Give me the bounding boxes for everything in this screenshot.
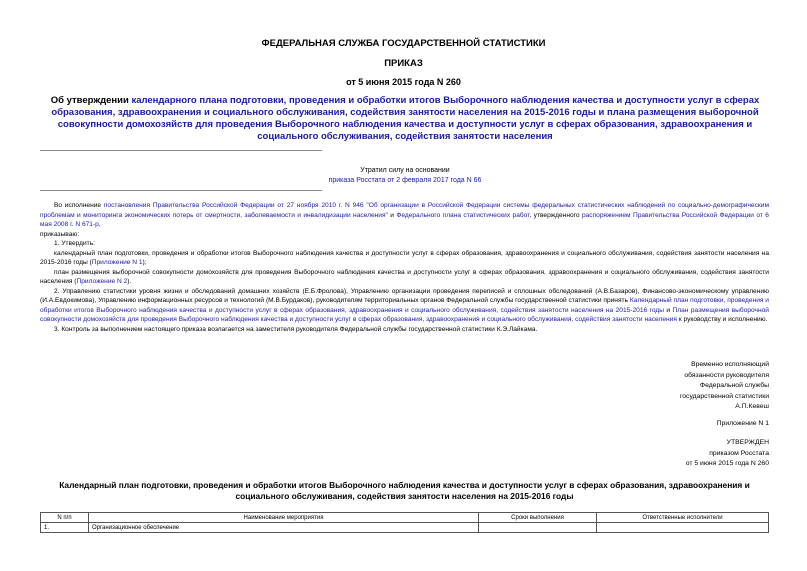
item-1a-end: ); <box>142 259 147 266</box>
item-1: 1. Утвердить: <box>54 240 95 247</box>
approved-by: приказом Росстата <box>709 449 769 457</box>
order-title <box>40 95 770 143</box>
federal-plan-link[interactable]: Федерального плана статистических работ <box>396 211 530 219</box>
doc-type: ПРИКАЗ <box>384 58 423 69</box>
item-1b-end: ). <box>127 278 132 285</box>
signature-block <box>600 360 769 413</box>
item-2-mid: и <box>663 306 673 314</box>
resolution-946-link[interactable]: постановления Правительства Российской Федерации от 27 ноября 2010 г. N 946 "Об организации в Российской Федерации системы федеральных статистических наблюдений по социально-демографическим проблемам и мониторинга экономических потерь от смертности, заболеваемости и инвалидизации населения" <box>40 202 769 219</box>
calendar-plan-link[interactable]: Календарный план подготовки, проведения и обработки итогов Выборочного наблюдения качества и доступности услуг в сферах образования, здравоохранения и социального обслуживания, содействия занятости населения на 2015-2016 годы <box>40 297 769 314</box>
revoked-line: Утратил силу на основании <box>360 167 450 174</box>
preamble-text-4: , <box>98 221 101 228</box>
item-2-end: к руководству и исполнению. <box>676 316 768 323</box>
plan-table <box>40 512 769 533</box>
signature-line-2: обязанности руководителя <box>684 371 769 379</box>
item-1a-text: календарный план подготовки, проведения и обработки итогов Выборочного наблюдения качества и доступности услуг в сферах образования, здравоохранения и социального обслуживания, содействия занятости населения на 2015-2016 годы ( <box>40 249 769 266</box>
order-671r-link[interactable]: распоряжением Правительства Российской Федерации от 6 мая 2008 г. N 671-р <box>40 211 769 228</box>
appendix-1-link[interactable]: Приложение N 1 <box>91 259 143 266</box>
order-date-number: от 5 июня 2015 года N 260 <box>346 77 461 87</box>
col-number: N п/п <box>41 513 89 523</box>
signature-line-3: Федеральной службы <box>699 382 769 389</box>
item-1b <box>40 268 769 287</box>
revoked-note <box>240 166 570 186</box>
preamble-text-1: Во исполнение <box>54 202 104 209</box>
table-header-row <box>41 513 769 523</box>
order-body <box>40 201 769 334</box>
signature-line-4: государственной статистики <box>679 392 769 400</box>
col-activity: Наименование мероприятия <box>89 513 479 523</box>
agency-name: ФЕДЕРАЛЬНАЯ СЛУЖБА ГОСУДАРСТВЕННОЙ СТАТИСТИКИ <box>261 38 546 49</box>
revoked-link[interactable]: приказа Росстата от 2 февраля 2017 года N 66 <box>328 177 482 184</box>
approved-date: от 5 июня 2015 года N 260 <box>685 460 769 467</box>
title-prefix: Об утверждении <box>50 95 132 106</box>
divider-bottom <box>40 190 322 191</box>
item-2 <box>40 287 769 325</box>
approval-block <box>600 438 769 470</box>
row-activity: Организационное обеспечение <box>89 523 479 533</box>
order-word: приказываю: <box>40 230 80 238</box>
appendix-2-link[interactable]: Приложение N 2 <box>76 278 128 285</box>
table-row <box>41 523 769 533</box>
row-number: 1. <box>41 523 89 533</box>
preamble <box>40 201 769 230</box>
col-responsible: Ответственные исполнители <box>597 513 769 523</box>
item-3: 3. Контроль за выполнением настоящего приказа возлагается на заместителя руководителя Федеральной службы государственной статистики К.Э.Лайкама. <box>54 325 538 333</box>
col-deadline: Сроки выполнения <box>479 513 597 523</box>
plan-title: Календарный план подготовки, проведения и обработки итогов Выборочного наблюдения качества и доступности услуг в сферах образования, здравоохранения и социального обслуживания, содействия занятости населения на 2015-2016 годы <box>59 480 750 501</box>
row-deadline <box>479 523 597 533</box>
preamble-text-2: и <box>387 211 397 219</box>
appendix-label: Приложение N 1 <box>716 420 769 427</box>
row-responsible <box>597 523 769 533</box>
divider-top <box>40 150 322 151</box>
signature-name: А.П.Кевеш <box>735 403 769 410</box>
approved-word: УТВЕРЖДЕН <box>726 439 769 446</box>
signature-line-1: Временно исполняющий <box>691 361 769 368</box>
item-1a <box>40 249 769 268</box>
item-2-text: 2. Управлению статистики уровня жизни и обследований домашних хозяйств (Е.Б.Фролова), Управлению организации проведения переписей и сплошных обследований (А.В.Базаров), Финансово-экономическому управлению (И.А.Евдокимова), Управлению информационных ресурсов и технологий (М.В.Бурдаков), руководителям территориальных органов Федеральной службы государственной статистики принять <box>40 287 769 304</box>
sample-plan-link[interactable]: План размещения выборочной совокупности домохозяйств для проведения Выборочного наблюдения качества и доступности услуг в сферах образования, здравоохранения и социального обслуживания, содействия занятости населения <box>40 306 769 323</box>
preamble-text-3: , утвержденного <box>529 211 582 219</box>
title-link[interactable]: календарного плана подготовки, проведения и обработки итогов Выборочного наблюдения качества и доступности услуг в сферах образования, здравоохранения и социального обслуживания, содействия занятости населения на 2015-2016 годы и плана размещения выборочной совокупности домохозяйств для проведения Выборочного наблюдения качества и доступности услуг в сферах образования, здравоохранения и социального обслуживания, содействия занятости населения <box>51 95 760 142</box>
item-1b-text: план размещения выборочной совокупности домохозяйств для проведения Выборочного наблюдения качества и доступности услуг в сферах образования, здравоохранения и социального обслуживания, содействия занятости населения ( <box>40 268 769 285</box>
